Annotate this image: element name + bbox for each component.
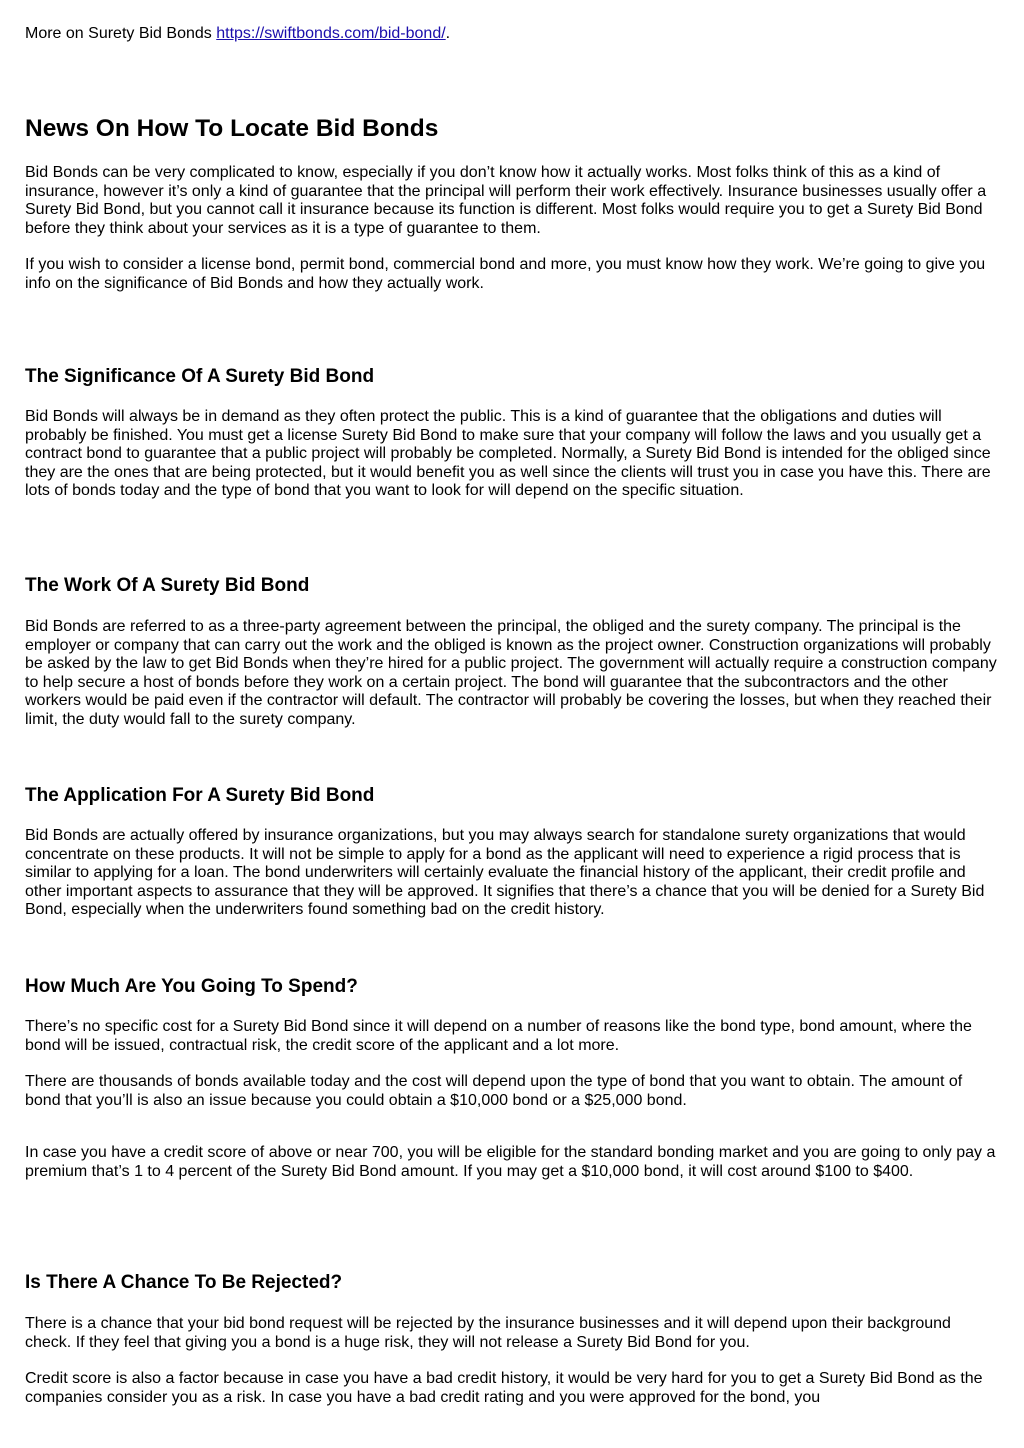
section-paragraph: There is a chance that your bid bond request will be rejected by the insurance businesses and it will depend upon their background check. If they feel that giving you a bond is a huge risk, they will not release a Surety Bid Bond for you.: [25, 1315, 951, 1351]
section-paragraph: There are thousands of bonds available today and the cost will depend upon the type of bond that you want to obtain. The amount of bond that you’ll is also an issue because you could obtain a $10,000 bond or a $25,000 bond.: [25, 1073, 963, 1109]
section-heading: Is There A Chance To Be Rejected?: [25, 1272, 343, 1293]
intro-line: [25, 24, 450, 43]
section-heading: How Much Are You Going To Spend?: [25, 976, 358, 997]
intro-line-suffix: .: [445, 25, 451, 42]
intro-paragraph: Bid Bonds can be very complicated to know, especially if you don’t know how it actually works. Most folks think of this as a kind of insurance, however it’s only a kind of guarantee that the principal will perform their work effectively. Insurance businesses usually offer a Surety Bid Bond, but you cannot call it insurance because its function is different. Most folks would require you to get a Surety Bid Bond before they think about your services as it is a type of guarantee to them.: [25, 164, 987, 237]
section-paragraph: In case you have a credit score of above or near 700, you will be eligible for the standard bonding market and you are going to only pay a premium that’s 1 to 4 percent of the Surety Bid Bond amount. If you may get a $10,000 bond, it will cost around $100 to $400.: [25, 1144, 996, 1180]
section-heading: The Significance Of A Surety Bid Bond: [25, 366, 375, 387]
section-paragraph: Credit score is also a factor because in case you have a bad credit history, it would be very hard for you to get a Surety Bid Bond as the companies consider you as a risk. In case you have a bad credit rating and you were approved for the bond, you: [25, 1370, 983, 1406]
section-paragraph: There’s no specific cost for a Surety Bid Bond since it will depend on a number of reasons like the bond type, bond amount, where the bond will be issued, contractual risk, the credit score of the applicant and a lot more.: [25, 1018, 972, 1054]
section-paragraph: Bid Bonds are referred to as a three-party agreement between the principal, the obliged and the surety company. The principal is the employer or company that can carry out the work and the obliged is known as the project owner. Construction organizations will probably be asked by the law to get Bid Bonds when they’re hired for a public project. The government will actually require a construction company to help secure a host of bonds before they work on a certain project. The bond will guarantee that the subcontractors and the other workers would be paid even if the contractor will default. The contractor will probably be covering the losses, but when they reached their limit, the duty would fall to the surety company.: [25, 618, 997, 728]
page-title: News On How To Locate Bid Bonds: [25, 115, 439, 142]
section-heading: The Application For A Surety Bid Bond: [25, 785, 375, 806]
section-paragraph: Bid Bonds will always be in demand as they often protect the public. This is a kind of guarantee that the obligations and duties will probably be finished. You must get a license Surety Bid Bond to make sure that your company will follow the laws and you usually get a contract bond to guarantee that a public project will probably be completed. Normally, a Surety Bid Bond is intended for the obliged since they are the ones that are being protected, but it would benefit you as well since the clients will trust you in case you have this. There are lots of bonds today and the type of bond that you want to look for will depend on the specific situation.: [25, 408, 991, 499]
intro-paragraph: If you wish to consider a license bond, permit bond, commercial bond and more, you must know how they work. We’re going to give you info on the significance of Bid Bonds and how they actually work.: [25, 256, 986, 292]
section-paragraph: Bid Bonds are actually offered by insurance organizations, but you may always search for standalone surety organizations that would concentrate on these products. It will not be simple to apply for a bond as the applicant will need to experience a rigid process that is similar to applying for a loan. The bond underwriters will certainly evaluate the financial history of the applicant, their credit profile and other important aspects to assurance that they will be approved. It signifies that there’s a chance that you will be denied for a Surety Bid Bond, especially when the underwriters found something bad on the credit history.: [25, 827, 985, 918]
bid-bond-link[interactable]: https://swiftbonds.com/bid-bond/: [216, 25, 446, 42]
intro-line-text: More on Surety Bid Bonds: [25, 25, 217, 42]
section-heading: The Work Of A Surety Bid Bond: [25, 575, 310, 596]
